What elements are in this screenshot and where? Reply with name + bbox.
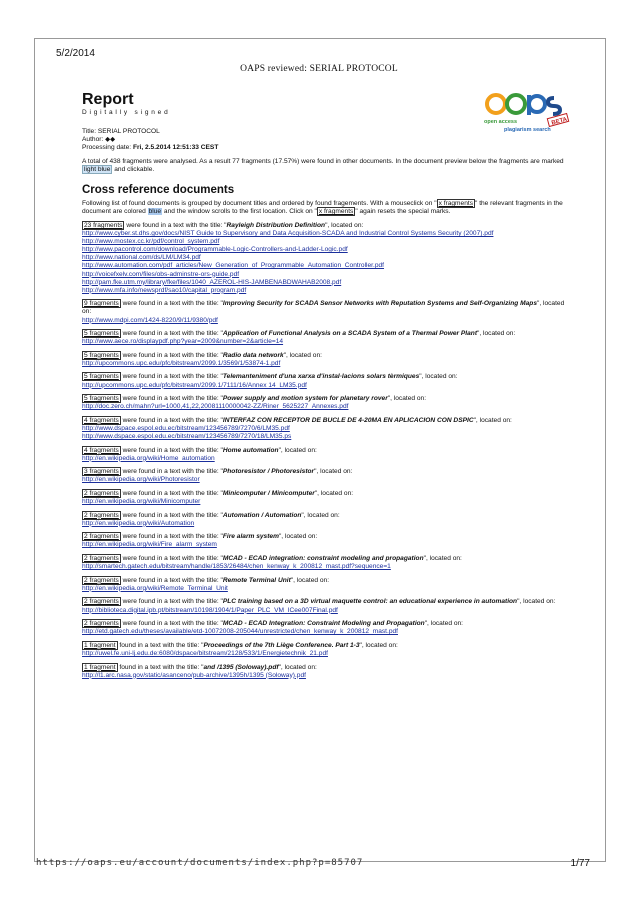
fragment-count-button[interactable]: 2 fragments [84, 555, 119, 563]
entry-description: 5 fragments were found in a text with the title: "Telemanteniment d'una xarxa d'instal·lacions solars tèrmiques", located on: [84, 373, 458, 381]
source-title: Improving Security for SCADA Sensor Networks with Reputation Systems and Self-Organizing Maps [222, 300, 537, 308]
source-link[interactable]: http://biblioteca.digital.ipb.pt/bitstream/10198/1904/1/Paper_PLC_VM_ICee007Final.pdf [82, 606, 338, 614]
crossref-heading: Cross reference documents [82, 184, 235, 197]
report-content [82, 92, 566, 680]
entry-description: 1 fragment found in a text with the title: "and /1395 (Soloway).pdf", located on: [84, 663, 317, 671]
crossref-entry [82, 447, 566, 463]
fragment-count-button[interactable]: 4 fragments [84, 416, 119, 424]
source-link[interactable]: http://www.mdpi.com/1424-8220/9/11/9380/pdf [82, 316, 218, 324]
source-link[interactable]: http://smartech.gatech.edu/bitstream/handle/1853/26484/chen_kenway_k_200812_mast.pdf?sequence=1 [82, 563, 391, 571]
print-title: OAPS reviewed: SERIAL PROTOCOL [240, 64, 398, 74]
entry-description: 2 fragments were found in a text with the title: "Remote Terminal Unit", located on: [84, 576, 330, 584]
fragment-count-button[interactable]: 2 fragments [84, 576, 119, 584]
entry-description: 9 fragments were found in a text with the title: "Improving Security for SCADA Sensor Networks with Reputation Systems and Self-Organizing Maps", located on: [82, 300, 565, 316]
fragment-count-button[interactable]: 9 fragments [84, 300, 119, 308]
fragment-count-button[interactable]: 5 fragments [84, 395, 119, 403]
logo-line2: plagiarism search [504, 127, 551, 133]
crossref-entry [82, 598, 566, 614]
fragment-count-button[interactable]: 2 fragments [84, 511, 119, 519]
light-blue-highlight[interactable]: light blue [84, 166, 111, 174]
crossref-entry [82, 555, 566, 571]
fragment-count-button[interactable]: 1 fragment [84, 641, 116, 649]
entry-description: 2 fragments were found in a text with the title: "MCAD - ECAD integration: constraint modeling and propagation", located on: [84, 555, 462, 563]
entry-description: 2 fragments were found in a text with the title: "Automation / Automation", located on: [84, 511, 340, 519]
source-title: MCAD - ECAD Integration: Constraint Modeling and Propagation [222, 620, 425, 628]
report-meta [82, 128, 566, 152]
page-number: 1/77 [570, 858, 590, 869]
source-link[interactable]: http://en.wikipedia.org/wiki/Remote_Terminal_Unit [82, 584, 228, 592]
entry-description: 4 fragments were found in a text with the title: "INTERFAZ CON RECEPTOR DE BUCLE DE 4-20MA EN APLICACION CON DSPIC", located on: [84, 416, 512, 424]
entry-description: 2 fragments were found in a text with the title: "MCAD - ECAD Integration: Constraint Modeling and Propagation", located on: [84, 620, 463, 628]
source-title: PLC training based on a 3D virtual maquette control: an educational experience in automation [222, 598, 518, 606]
crossref-entry [82, 352, 566, 368]
source-link[interactable]: http://www.national.com/ds/LM/LM34.pdf [82, 254, 201, 262]
crossref-entry [82, 577, 566, 593]
source-link[interactable]: http://doc.zero.ch/mahn?url=1000,41,22,20081110000042-ZZ/Riner_5625227_Annexes.pdf [82, 403, 349, 411]
meta-date: Processing date: Fri, 2.5.2014 12:51:33 CEST [82, 144, 219, 152]
source-title: Home automation [222, 446, 279, 454]
logo-line1: open access [484, 119, 518, 125]
fragment-count-button[interactable]: 2 fragments [84, 490, 119, 497]
fragment-count-button[interactable]: 23 fragments [84, 221, 123, 229]
crossref-entry [82, 664, 566, 680]
blue-highlight: blue [148, 208, 162, 216]
source-title: Telemanteniment d'una xarxa d'instal·lacions solars tèrmiques [222, 373, 420, 381]
source-link[interactable]: http://upcommons.upc.edu/pfc/bitstream/2099.1/7111/16/Annex 14_LM35.pdf [82, 381, 307, 389]
source-link[interactable]: http://en.wikipedia.org/wiki/Photoresistor [82, 476, 200, 484]
source-link[interactable]: http://uwel.fe.uni-lj.edu.de:6080/dspace/bitstream/2128/533/1/Energietechnik_21.pdf [82, 649, 328, 657]
footer-url: https://oaps.eu/account/documents/index.php?p=85707 [36, 858, 364, 868]
crossref-list [82, 222, 566, 680]
source-link[interactable]: http://etd.gatech.edu/theses/available/etd-10072008-205044/unrestricted/chen_kenway_k_200812_mast.pdf [82, 628, 398, 636]
source-link[interactable]: http://www.mfa.info/newsprdf/sao10/capital_program.pdf [82, 286, 247, 294]
entry-description: 5 fragments were found in a text with the title: "Power supply and motion system for planetary rover", located on: [84, 395, 427, 403]
fragment-count-button[interactable]: 1 fragment [84, 663, 116, 671]
entry-description: 23 fragments were found in a text with the title: "Rayleigh Distribution Definition", located on: [84, 221, 364, 229]
source-title: Automation / Automation [222, 511, 302, 519]
source-title: Radio data network [222, 351, 284, 359]
fragment-count-button[interactable]: 2 fragments [84, 598, 119, 606]
x-fragments-example: x fragments [318, 208, 354, 216]
crossref-entry [82, 330, 566, 346]
source-link[interactable]: http://www.dspace.espol.edu.ec/bitstream/123456789/7270/18/LM35.ps [82, 433, 292, 441]
x-fragments-example: x fragments [438, 200, 474, 208]
source-link[interactable]: http://www.mostex.cc.kr/pdf/control_system.pdf [82, 238, 220, 246]
entry-description: 4 fragments were found in a text with the title: "Home automation", located on: [84, 446, 317, 454]
source-link[interactable]: http://www.automation.com/pdf_articles/New_Generation_of_Programmable_Automation_Controller.pdf [82, 262, 385, 270]
source-title: INTERFAZ CON RECEPTOR DE BUCLE DE 4-20MA EN APLICACION CON DSPIC [222, 416, 474, 424]
fragment-count-button[interactable]: 3 fragments [84, 468, 119, 476]
source-title: and /1395 (Soloway).pdf [203, 663, 279, 671]
meta-title: Title: SERIAL PROTOCOL [82, 128, 160, 136]
entry-description: 3 fragments were found in a text with the title: "Photoresistor / Photoresistor", located on: [84, 468, 353, 476]
entry-description: 5 fragments were found in a text with the title: "Radio data network", located on: [84, 351, 322, 359]
crossref-entry [82, 490, 566, 506]
source-title: Remote Terminal Unit [222, 576, 291, 584]
meta-date-value: Fri, 2.5.2014 12:51:33 CEST [132, 144, 219, 152]
fragment-count-button[interactable]: 2 fragments [84, 533, 119, 541]
source-link[interactable]: http://en.wikipedia.org/wiki/Automation [82, 519, 195, 527]
report-heading: Report [82, 91, 134, 108]
meta-author: Author: ◆◆ [82, 136, 116, 144]
crossref-entry [82, 512, 566, 528]
source-title: Proceedings of the 7th Liège Conference. Part 1-3 [203, 641, 360, 649]
source-link[interactable]: http://www.dspace.espol.edu.ec/bitstream/123456789/7270/6/LM35.pdf [82, 424, 290, 432]
crossref-entry [82, 300, 566, 324]
source-title: MCAD - ECAD integration: constraint modeling and propagation [222, 555, 424, 563]
crossref-intro: Following list of found documents is grouped by document titles and ordered by found fragements. With a mouseclick on " x fragments " the relevant fragments in the document are colored blue and the window scrolls to the first location. Click on " x fragments " again resets the special marks. [82, 200, 563, 216]
source-link[interactable]: http://pam.fke.utm.my/library/fke/files/1040_AZEROL-HIS-JAMBENABDWAHAB2008.pdf [82, 278, 342, 286]
crossref-entry [82, 533, 566, 549]
fragment-count-button[interactable]: 4 fragments [84, 446, 119, 454]
entry-description: 2 fragments were found in a text with the title: "Fire alarm system", located on: [84, 533, 318, 541]
source-title: Minicomputer / Minicomputer [222, 490, 315, 497]
crossref-entry [82, 642, 566, 658]
crossref-entry [82, 222, 566, 295]
source-link[interactable]: http://en.wikipedia.org/wiki/Fire_alarm_system [82, 541, 217, 549]
source-title: Fire alarm system [222, 533, 279, 541]
source-link[interactable]: http://en.wikipedia.org/wiki/Minicomputer [82, 498, 201, 506]
report-summary: A total of 438 fragments were analysed. As a result 77 fragments (17.57%) were found in other documents. In the document preview below the fragments are marked light blue and clickable. [82, 158, 564, 174]
crossref-entry [82, 468, 566, 484]
source-link[interactable]: http://upcommons.upc.edu/pfc/bitstream/2099.1/3569/1/53874-1.pdf [82, 359, 281, 367]
crossref-entry [82, 395, 566, 411]
print-date: 5/2/2014 [56, 48, 95, 59]
entry-description: 2 fragments were found in a text with the title: "Minicomputer / Minicomputer", located on: [84, 490, 354, 497]
fragment-count-button[interactable]: 2 fragments [84, 620, 119, 628]
report-subheading: Digitally signed [82, 109, 171, 116]
source-title: Photoresistor / Photoresistor [222, 468, 315, 476]
fragment-count-button[interactable]: 5 fragments [84, 330, 119, 338]
source-link[interactable]: http://www.pacontrol.com/download/Programmable-Logic-Controllers-and-Ladder-Logic.pdf [82, 246, 348, 254]
source-title: Application of Functional Analysis on a SCADA System of a Thermal Power Plant [222, 330, 478, 338]
source-title: Power supply and motion system for planetary rover [222, 395, 388, 403]
source-title: Rayleigh Distribution Definition [226, 221, 326, 229]
crossref-entry [82, 373, 566, 389]
entry-description: 5 fragments were found in a text with the title: "Application of Functional Analysis on a SCADA System of a Thermal Power Plant", located on: [84, 330, 516, 338]
entry-description: 2 fragments were found in a text with the title: "PLC training based on a 3D virtual maquette control: an educational experience in automation", located on: [84, 598, 556, 606]
source-link[interactable]: http://en.wikipedia.org/wiki/Home_automation [82, 454, 215, 462]
entry-description: 1 fragment found in a text with the title: "Proceedings of the 7th Liège Conference. Part 1-3", located on: [84, 641, 398, 649]
fragment-count-button[interactable]: 5 fragments [84, 351, 119, 359]
source-link[interactable]: http://l1.arc.nasa.gov/static/asanceno/pub-archive/1395h/1395 (Soloway).pdf [82, 671, 306, 679]
source-link[interactable]: http://voicefxelv.com/files/obs-adminstre-ors-guide.pdf [82, 270, 240, 278]
source-link[interactable]: http://www.aece.ro/displaypdf.php?year=2009&number=2&article=14 [82, 338, 284, 346]
fragment-count-button[interactable]: 5 fragments [84, 373, 119, 381]
crossref-entry [82, 620, 566, 636]
source-link[interactable]: http://www.cyber.st.dhs.gov/docs/NIST Guide to Supervisory and Data Acquisition-SCADA and Industrial Control Systems Security (2007).pdf [82, 230, 494, 238]
beta-badge: BETA [550, 116, 568, 127]
crossref-entry [82, 417, 566, 441]
